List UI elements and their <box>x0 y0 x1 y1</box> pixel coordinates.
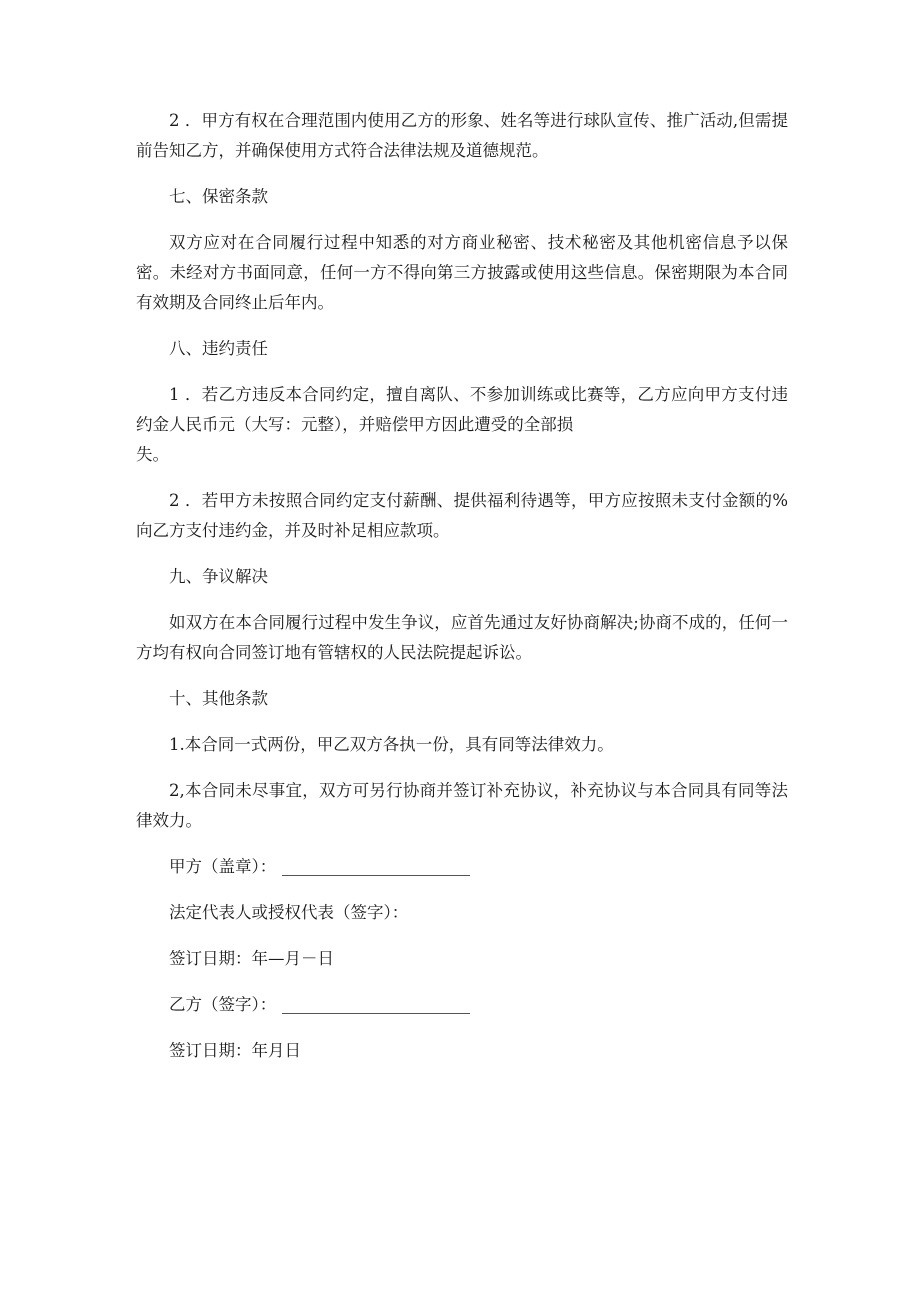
party-b-date-label: 签订日期：年月日 <box>169 1041 301 1060</box>
party-b-signature-blank[interactable] <box>282 993 470 1014</box>
other-item-1: 1.本合同一式两份，甲乙双方各执一份，具有同等法律效力。 <box>169 735 614 754</box>
party-a-seal-line <box>136 852 788 882</box>
breach-item-2: 2 ．若甲方未按照合同约定支付薪酬、提供福利待遇等，甲方应按照未支付金额的%向乙方支付违约金，并及时补足相应款项。 <box>136 491 788 540</box>
section-8-heading: 八、违约责任 <box>169 339 268 358</box>
clause-6-item-2: 2 ．甲方有权在合理范围内使用乙方的形象、姓名等进行球队宣传、推广活动,但需提前告知乙方，并确保使用方式符合法律法规及道德规范。 <box>136 111 788 160</box>
party-a-signature-blank[interactable] <box>282 855 470 876</box>
party-b-date-line <box>136 1036 788 1066</box>
breach-item-1: 1 ．若乙方违反本合同约定，擅自离队、不参加训练或比赛等，乙方应向甲方支付违约金人民币元（大写：元整），并赔偿甲方因此遭受的全部损 <box>136 385 788 434</box>
party-a-date-label: 签订日期：年—月－日 <box>169 949 334 968</box>
other-item-2: 2,本合同未尽事宜，双方可另行协商并签订补充协议，补充协议与本合同具有同等法律效力。 <box>136 781 788 830</box>
party-b-sign-line <box>136 990 788 1020</box>
party-a-date-line <box>136 944 788 974</box>
breach-item-1-tail: 失。 <box>136 445 169 464</box>
confidentiality-paragraph: 双方应对在合同履行过程中知悉的对方商业秘密、技术秘密及其他机密信息予以保密。未经对方书面同意，任何一方不得向第三方披露或使用这些信息。保密期限为本合同有效期及合同终止后年内。 <box>136 233 788 312</box>
section-10-heading: 十、其他条款 <box>169 689 268 708</box>
representative-line <box>136 898 788 928</box>
party-a-label: 甲方（盖章）： <box>169 857 277 876</box>
section-7-heading: 七、保密条款 <box>169 187 268 206</box>
section-9-heading: 九、争议解决 <box>169 567 268 586</box>
contract-page <box>136 106 788 1082</box>
representative-label: 法定代表人或授权代表（签字）： <box>169 903 409 922</box>
dispute-paragraph: 如双方在本合同履行过程中发生争议，应首先通过友好协商解决;协商不成的，任何一方均有权向合同签订地有管辖权的人民法院提起诉讼。 <box>136 613 788 662</box>
party-b-label: 乙方（签字）： <box>169 995 277 1014</box>
